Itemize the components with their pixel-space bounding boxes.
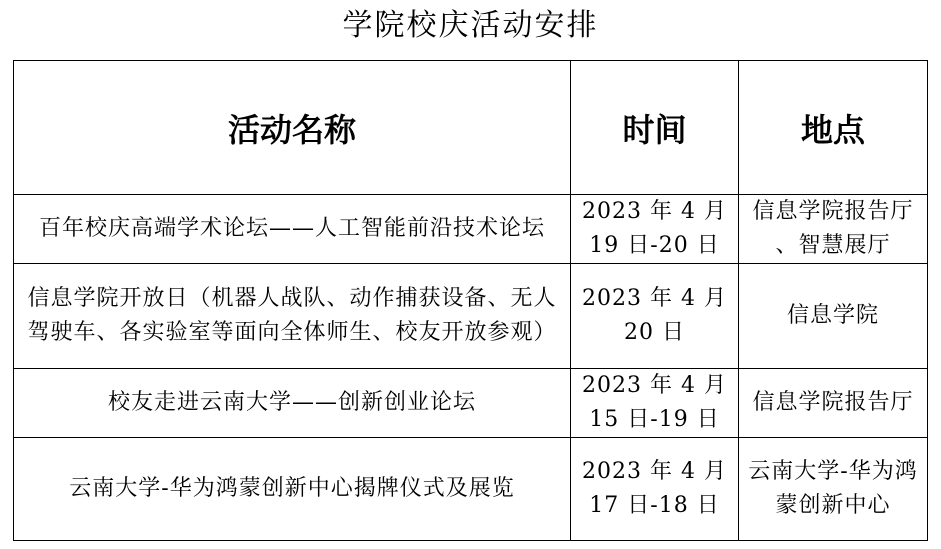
header-time: 时间 <box>571 61 739 195</box>
activity-time: 2023 年 4 月 17 日-18 日 <box>582 459 727 518</box>
table-row <box>14 369 928 438</box>
time-cell <box>571 369 739 438</box>
activity-name: 信息学院开放日（机器人战队、动作捕获设备、无人驾驶车、各实验室等面向全体师生、校友开放参观） <box>27 286 557 345</box>
table-header-row <box>14 61 928 195</box>
table-row <box>14 195 928 264</box>
location-cell <box>739 264 928 369</box>
activity-name: 百年校庆高端学术论坛——人工智能前沿技术论坛 <box>38 216 545 241</box>
time-cell <box>571 264 739 369</box>
document-title: 学院校庆活动安排 <box>342 8 599 43</box>
activity-name-cell <box>14 369 571 438</box>
table-row <box>14 264 928 369</box>
activity-location: 云南大学-华为鸿蒙创新中心 <box>748 459 918 518</box>
location-cell <box>739 195 928 264</box>
location-cell <box>739 369 928 438</box>
header-location: 地点 <box>739 61 928 195</box>
location-cell <box>739 438 928 541</box>
activity-name-cell <box>14 264 571 369</box>
time-cell <box>571 438 739 541</box>
activity-time: 2023 年 4 月 15 日-19 日 <box>582 373 727 432</box>
activity-location: 信息学院 <box>786 303 879 328</box>
activity-location: 信息学院报告厅 <box>752 390 914 415</box>
activity-time: 2023 年 4 月 19 日-20 日 <box>582 199 727 258</box>
activity-name: 云南大学-华为鸿蒙创新中心揭牌仪式及展览 <box>69 476 515 501</box>
activity-name-cell <box>14 438 571 541</box>
schedule-table <box>13 60 928 541</box>
header-activity-name: 活动名称 <box>14 61 571 195</box>
table-row <box>14 438 928 541</box>
activity-time: 2023 年 4 月 20 日 <box>582 286 727 345</box>
activity-name-cell <box>14 195 571 264</box>
time-cell <box>571 195 739 264</box>
activity-location: 信息学院报告厅 、智慧展厅 <box>752 199 914 258</box>
activity-name: 校友走进云南大学——创新创业论坛 <box>107 390 476 415</box>
